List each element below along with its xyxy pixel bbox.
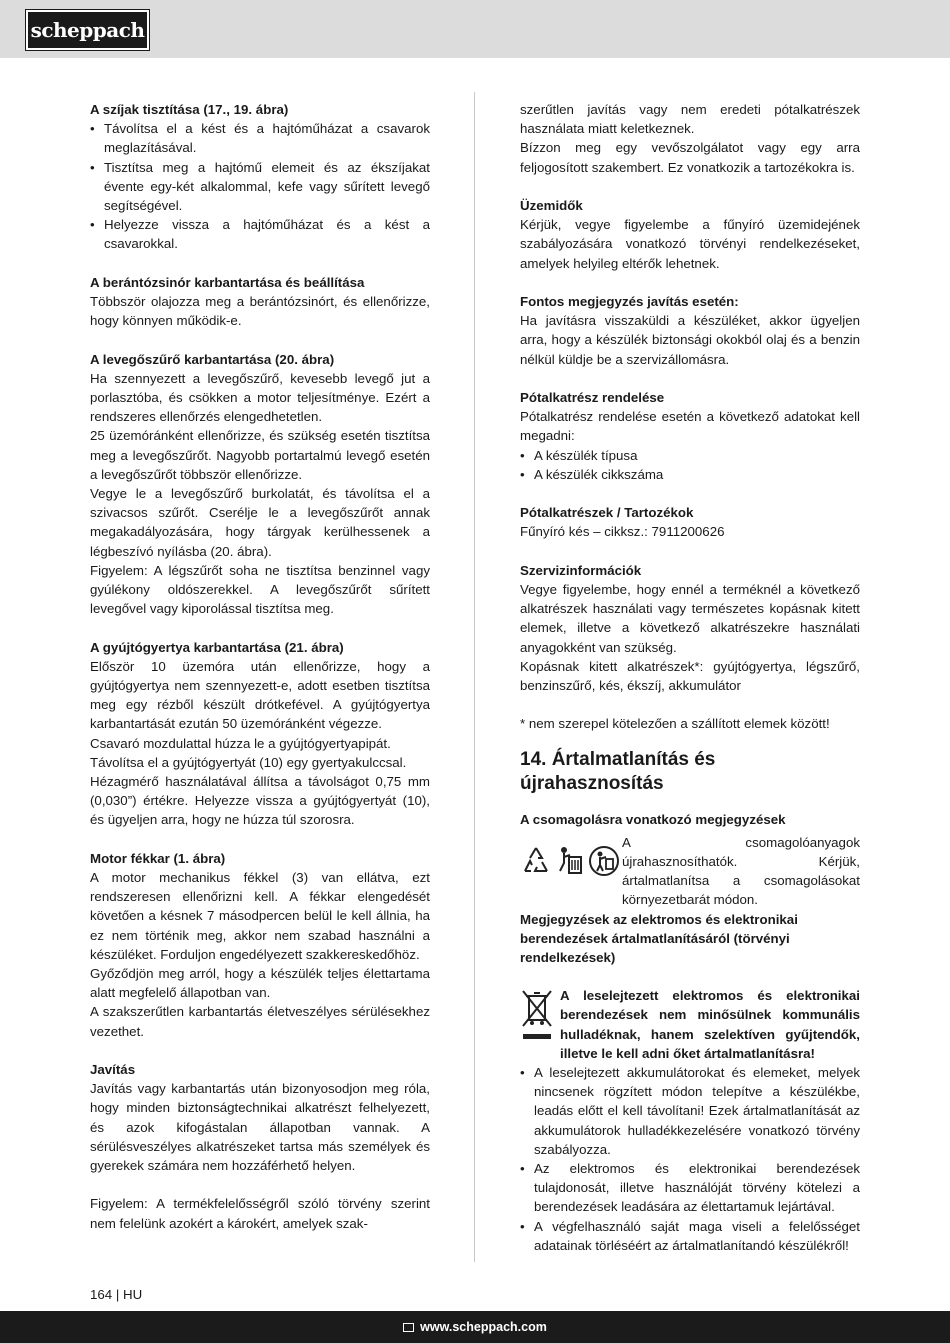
waste-bin-icon <box>556 845 584 877</box>
weee-list <box>520 1063 860 1255</box>
paragraph: A szakszerűtlen karbantartás életveszélyes sérülésekhez vezethet. <box>90 1004 430 1039</box>
heading-repair-note: Fontos megjegyzés javítás esetén: <box>520 294 739 309</box>
heading-spark-plug: A gyújtógyertya karbantartása (21. ábra) <box>90 639 344 655</box>
right-column <box>520 100 860 1255</box>
weee-warning <box>520 986 860 1063</box>
list-item: • Távolítsa el a kést és a hajtóműházat a csavarok meglazításával. <box>90 119 430 157</box>
paragraph: Csavaró mozdulattal húzza le a gyújtógyertyapipát. <box>90 735 391 751</box>
header-band <box>0 0 950 58</box>
paragraph: Vegye le a levegőszűrő burkolatát, és távolítsa el a szivacsos szűrőt. Cserélje le a levegőszűrőt annak megakadályozására, hogy tárgyak kerülhessenek a légbeszívó nyílásba (20. ábra). <box>90 486 430 559</box>
paragraph: Fűnyíró kés – cikksz.: 7911200626 <box>520 524 725 540</box>
recycling-icons <box>520 833 622 885</box>
paragraph: Figyelem: A termékfelelősségről szóló törvény szerint nem felelünk azokért a károkért, amelyek szak- <box>90 1196 430 1231</box>
brand-logo <box>26 10 149 50</box>
paragraph: A csomagolóanyagok újrahasznosíthatók. Kérjük, ártalmatlanítsa a csomagolásokat környezetbarát módon. <box>622 834 860 908</box>
paragraph: Pótalkatrész rendelése esetén a következő adatokat kell megadni: <box>520 409 860 444</box>
heading-air-filter: A levegőszűrő karbantartása (20. ábra) <box>90 351 335 367</box>
paragraph: Figyelem: A légszűrőt soha ne tisztítsa benzinnel vagy gyúlékony oldószerekkel. A levegőszűrőt sűrített levegővel vagy kiporolással tisztítsa meg. <box>90 562 430 617</box>
heading-starter-cord: A berántózsinór karbantartása és beállítása <box>90 274 365 290</box>
paragraph: Kopásnak kitett alkatrészek*: gyújtógyertya, légszűrő, benzinszűrő, kés, ékszíj, akkumulátor <box>520 658 860 694</box>
list-item: • A leselejtezett akkumulátorokat és elemeket, melyek nincsenek rögzített módon telepítve a készülékbe, leadás előtt el kell távolítani! Ezek ártalmatlanítását az akkumulátorok hulladékkezelésére vonatkozó törvény szabályozza. <box>520 1063 860 1159</box>
heading-belt-cleaning: A szíjak tisztítása (17., 19. ábra) <box>90 102 289 117</box>
paragraph: Ha javításra visszaküldi a készüléket, akkor ügyeljen arra, hogy a készülék biztonsági okokból olaj és a benzin nélkül küldje be a szervizállomásra. <box>520 313 860 367</box>
list-item: • Helyezze vissza a hajtóműházat és a kést a csavarokkal. <box>90 215 430 253</box>
heading-weee: Megjegyzések az elektromos és elektronikai berendezések ártalmatlanításáról (törvényi rendelkezések) <box>520 911 798 966</box>
left-column <box>90 100 430 1233</box>
section-title: 14. Ártalmatlanítás és újrahasznosítás <box>520 748 716 794</box>
belt-cleaning-list <box>90 119 430 253</box>
footer-band <box>0 1311 950 1343</box>
heading-service-info: Szervizinformációk <box>520 562 642 578</box>
paragraph: Többször olajozza meg a berántózsinórt, és ellenőrizze, hogy könnyen működik-e. <box>90 294 430 329</box>
website-url: www.scheppach.com <box>420 1320 547 1334</box>
list-item: • A készülék cikkszáma <box>520 465 860 484</box>
tidy-man-icon <box>588 845 620 877</box>
paragraph: szerűtlen javítás vagy nem eredeti pótalkatrészek használata miatt keletkeznek. <box>520 102 860 137</box>
monitor-icon <box>403 1323 414 1332</box>
list-item: • Az elektromos és elektronikai berendezések tulajdonosát, illetve használóját törvény kötelezi a berendezések leadására az élettartamuk lejártával. <box>520 1159 860 1217</box>
crossed-bin-icon <box>520 986 560 1047</box>
logo-text: scheppach <box>30 18 145 42</box>
footnote: * nem szerepel kötelezően a szállított elemek között! <box>520 716 830 732</box>
heading-packaging: A csomagolásra vonatkozó megjegyzések <box>520 811 786 827</box>
page-number: 164 | HU <box>90 1287 143 1302</box>
paragraph: Távolítsa el a gyújtógyertyát (10) egy gyertyakulccsal. <box>90 754 407 770</box>
heading-motor-brake: Motor fékkar (1. ábra) <box>90 850 226 866</box>
packaging-note <box>520 833 860 910</box>
warning-text: A leselejtezett elektromos és elektronikai berendezések nem minősülnek kommunális hulladéknak, hanem szelektíven gyűjtendők, illetve le kell adni őket ártalmatlanításra! <box>560 988 860 1061</box>
paragraph: 25 üzemóránként ellenőrizze, és szükség esetén tisztítsa meg a levegőszűrőt. Nagyobb portartalmú levegő esetén a levegőszűrőt többször ellenőrizze. <box>90 428 430 482</box>
paragraph: Bízzon meg egy vevőszolgálatot vagy egy arra feljogosított szakembert. Ez vonatkozik a tartozékokra is. <box>520 140 860 175</box>
heading-repair: Javítás <box>90 1062 136 1078</box>
list-item: • Tisztítsa meg a hajtómű elemeit és az ékszíjakat évente egy-két alkalommal, kefe vagy sűrített levegő segítségével. <box>90 158 430 216</box>
spare-parts-list <box>520 446 860 484</box>
heading-spare-parts-order: Pótalkatrész rendelése <box>520 390 665 405</box>
paragraph: Javítás vagy karbantartás után bizonyosodjon meg róla, hogy minden biztonságtechnikai alkatrészt felhelyezett, és azok kifogástalan állapotban vannak. A sérülésveszélyes alkatrészeket tartsa más személyek és gyerekek számára nem hozzáférhető helyen. <box>90 1081 430 1174</box>
column-divider <box>474 92 475 1262</box>
paragraph: Győződjön meg arról, hogy a készülék teljes élettartama alatt megfelelő állapotban van. <box>90 966 430 1001</box>
paragraph: Ha szennyezett a levegőszűrő, kevesebb levegő jut a porlasztóba, és csökken a motor teljesítménye. Ezért a rendszeres ellenőrzés elengedhetetlen. <box>90 370 430 425</box>
website-link[interactable] <box>403 1320 547 1334</box>
recycle-icon <box>520 845 552 877</box>
list-item: • A végfelhasználó saját maga viseli a felelősséget adatainak törléséért az ártalmatlanítandó készülékről! <box>520 1217 860 1255</box>
heading-spare-parts-accessories: Pótalkatrészek / Tartozékok <box>520 505 694 521</box>
paragraph: A motor mechanikus fékkel (3) van ellátva, ezt rendszeresen ellenőrizni kell. A fékkar elengedését követően a késnek 7 másodpercen belül le kell állnia, ha ez nem történik meg, akkor nem szabad használni a készüléket. Forduljon engedélyezett szakkereskedőhöz. <box>90 870 430 962</box>
paragraph: Először 10 üzemóra után ellenőrizze, hogy a gyújtógyertya nem szennyezett-e, adott esetben tisztítsa meg egy rézből készült drótkefével. A gyújtógyertya karbantartását ezután 50 üzemóránként végezze. <box>90 658 430 732</box>
paragraph: Vegye figyelembe, hogy ennél a terméknél a következő alkatrészek használati vagy természetes kopásnak kitett elemek, illetve a következő alkatrészekre használati anyagokként van szükség. <box>520 582 860 655</box>
list-item: • A készülék típusa <box>520 446 860 465</box>
paragraph: Kérjük, vegye figyelembe a fűnyíró üzemidejének szabályozására vonatkozó törvényi rendelkezéseket, amelyek helyileg eltérők lehetnek. <box>520 217 860 271</box>
heading-operating-times: Üzemidők <box>520 198 583 213</box>
paragraph: Hézagmérő használatával állítsa a távolságot 0,75 mm (0,030”) értékre. Helyezze vissza a gyújtógyertyát (10), és ügyeljen arra, hogy ne húzza túl szorosra. <box>90 774 430 828</box>
